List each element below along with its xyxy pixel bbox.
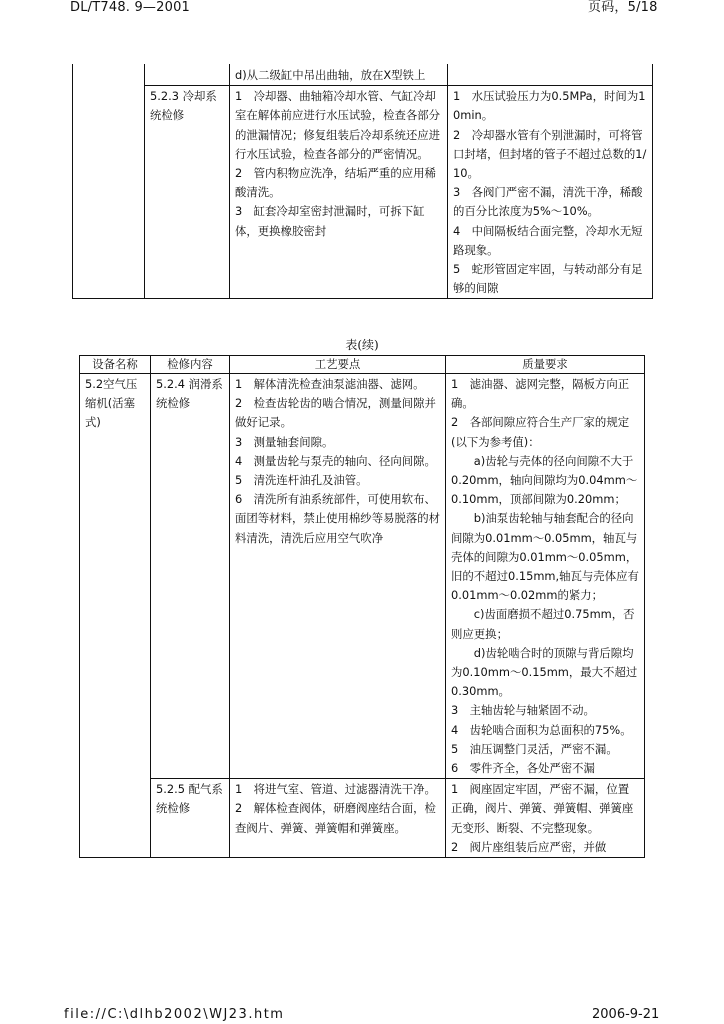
table-row (73, 86, 653, 299)
equipment-cell: 5.2空气压缩机(活塞式) (80, 374, 151, 858)
page-number: 页码，5/18 (588, 0, 658, 15)
table-header-row (80, 356, 645, 374)
quality-item: 2 阀片座组装后应严密，并做 (451, 839, 607, 854)
process-item: 1 解体清洗检查油泵滤油器、滤网。 (235, 377, 425, 391)
quality-item: b)油泵齿轮轴与轴套配合的径向间隙为0.01mm～0.05mm，轴瓦与壳体的间隙为0.01mm～0.05mm，旧的不超过0.15mm,轴瓦与壳体应有0.01mm～0.02mm的紧力； (451, 511, 639, 603)
quality-item: 1 阀座固定牢固，严密不漏，位置正确，阀片、弹簧、弹簧帽、弹簧座无变形、断裂、不完整现象。 (451, 782, 634, 835)
process-item: 1 将进气室、管道、过滤器清洗干净。 (235, 782, 436, 797)
table-row (73, 64, 653, 86)
column-header: 工艺要点 (230, 356, 446, 374)
quality-item: d)齿轮啮合时的顶隙与背后隙均为0.10mm～0.15mm，最大不超过0.30mm。 (451, 645, 638, 699)
document-id: DL/T748. 9—2001 (70, 0, 191, 15)
quality-cell (446, 374, 645, 779)
table-caption: 表(续) (345, 338, 379, 352)
content-cell (145, 64, 230, 86)
quality-item: 3 各阀门严密不漏，清洗干净，稀酸的百分比浓度为5%～10%。 (453, 185, 643, 219)
process-item: 4 测量齿轮与泵壳的轴向、径向间隙。 (235, 453, 436, 468)
quality-item: a)齿轮与壳体的径向间隙不大于0.20mm，轴向间隙均为0.04mm～0.10mm，顶部间隙为0.20mm； (451, 453, 638, 507)
content-cell: 5.2.4 润滑系统检修 (151, 374, 230, 779)
quality-item: 5 油压调整门灵活，严密不漏。 (451, 741, 618, 756)
quality-cell (446, 779, 645, 858)
quality-item: 1 水压试验压力为0.5MPa，时间为10min。 (453, 89, 646, 123)
process-cell (230, 86, 448, 299)
quality-item: 2 冷却器水管有个别泄漏时，可将管口封堵，但封堵的管子不超过总数的1/10。 (453, 127, 647, 181)
process-cell (230, 374, 446, 779)
quality-cell (448, 64, 653, 86)
quality-item: 4 齿轮啮合面积为总面积的75%。 (451, 722, 632, 737)
print-date: 2006-9-21 (592, 1007, 660, 1022)
process-item: 6 清洗所有油系统部件，可使用软布、面团等材料，禁止使用棉纱等易脱落的材料清洗，清洗后应用空气吹净 (235, 492, 441, 545)
process-item: 5 清洗连杆油孔及油管。 (235, 473, 368, 488)
equipment-cell (73, 86, 145, 299)
process-item: 3 测量轴套间隙。 (235, 434, 334, 449)
process-cell (230, 64, 448, 86)
process-item: 2 管内积物应洗净，结垢严重的应用稀酸清洗。 (235, 166, 436, 200)
process-item: 3 缸套冷却室密封泄漏时，可拆下缸体，更换橡胶密封 (235, 204, 425, 238)
main-table (79, 355, 645, 858)
quality-cell (448, 86, 653, 299)
table-row (80, 779, 645, 858)
quality-item: 1 滤油器、滤网完整，隔板方向正确。 (451, 377, 630, 411)
quality-item: 4 中间隔板结合面完整，冷却水无短路现象。 (453, 223, 643, 257)
process-item: 2 检查齿轮齿的啮合情况，测量间隙并做好记录。 (235, 396, 436, 430)
column-header: 检修内容 (151, 356, 230, 374)
file-path: file://C:\dlhb2002\WJ23.htm (64, 1007, 285, 1022)
quality-item: 5 蛇形管固定牢固，与转动部分有足够的间隙 (453, 262, 643, 296)
quality-item: 3 主轴齿轮与轴紧固不动。 (451, 703, 595, 718)
equipment-cell (73, 64, 145, 86)
process-cell (230, 779, 446, 858)
table-row (80, 374, 645, 779)
process-item: 2 解体检查阀体，研磨阀座结合面，检查阀片、弹簧、弹簧帽和弹簧座。 (235, 801, 436, 835)
column-header: 质量要求 (446, 356, 645, 374)
continued-table (72, 64, 653, 299)
quality-item: 6 零件齐全，各处严密不漏 (451, 761, 595, 776)
quality-item: c)齿面磨损不超过0.75mm，否则应更换； (451, 607, 635, 641)
process-text: d)从二级缸中吊出曲轴，放在X型铁上 (235, 68, 426, 82)
content-cell: 5.2.5 配气系统检修 (151, 779, 230, 858)
content-cell: 5.2.3 冷却系统检修 (145, 86, 230, 299)
column-header: 设备名称 (80, 356, 151, 374)
process-item: 1 冷却器、曲轴箱冷却水管、气缸冷却室在解体前应进行水压试验，检查各部分的泄漏情况；修复组装后冷却系统还应进行水压试验，检查各部分的严密情况。 (235, 89, 441, 161)
quality-item: 2 各部间隙应符合生产厂家的规定(以下为参考值)： (451, 415, 630, 449)
